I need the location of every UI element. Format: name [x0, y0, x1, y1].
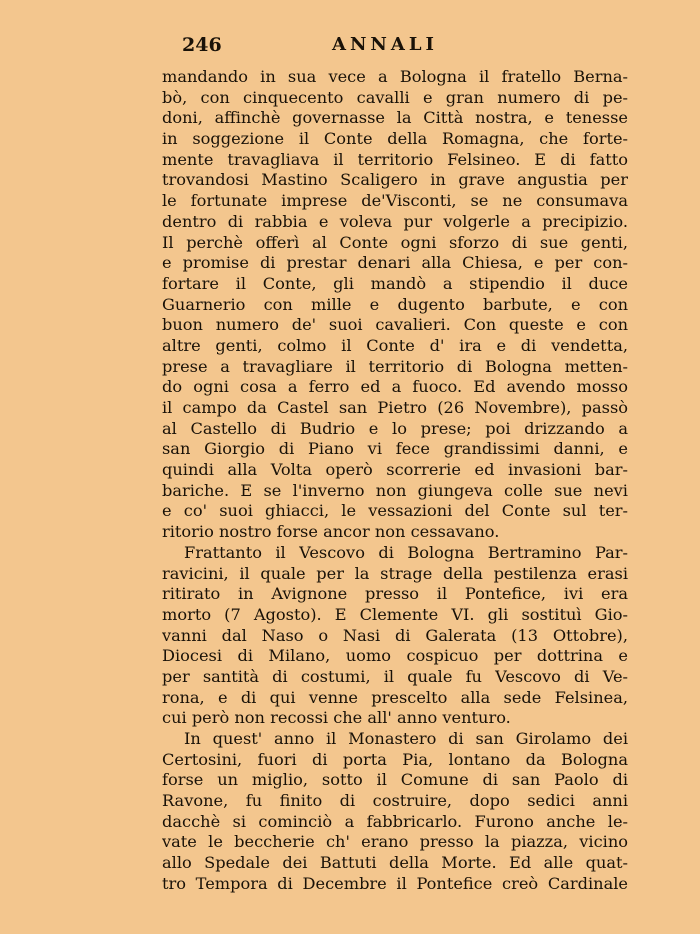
text-line: ritirato in Avignone presso il Pontefice, ivi era: [162, 584, 628, 604]
text-line: san Giorgio di Piano vi fece grandissimi danni, e: [162, 439, 628, 459]
text-line: do ogni cosa a ferro ed a fuoco. Ed avendo mosso: [162, 377, 628, 397]
text-line: forse un miglio, sotto il Comune di san Paolo di: [162, 770, 628, 790]
text-line: allo Spedale dei Battuti della Morte. Ed alle quat-: [162, 853, 628, 873]
text-line: cui però non recossi che all' anno venturo.: [162, 708, 511, 728]
text-line: morto (7 Agosto). E Clemente VI. gli sostituì Gio-: [162, 604, 628, 624]
text-line: trovandosi Mastino Scaligero in grave angustia per: [162, 170, 628, 190]
text-line: in soggezione il Conte della Romagna, che forte-: [162, 129, 628, 149]
text-line: dacchè si cominciò a fabbricarlo. Furono anche le-: [162, 811, 628, 831]
text-line: fortare il Conte, gli mandò a stipendio il duce: [162, 273, 628, 293]
text-line: e promise di prestar denari alla Chiesa, e per con-: [162, 253, 628, 273]
text-line: quindi alla Volta operò scorrerie ed invasioni bar-: [162, 460, 628, 480]
text-line: vate le beccherie ch' erano presso la piazza, vicino: [162, 832, 628, 852]
text-line: Ravone, fu finito di costruire, dopo sedici anni: [162, 791, 628, 811]
text-line: dentro di rabbia e voleva pur volgerle a precipizio.: [162, 211, 628, 231]
text-line: mandando in sua vece a Bologna il fratello Berna-: [162, 67, 628, 86]
page-number: 246: [182, 34, 222, 56]
text-line: per santità di costumi, il quale fu Vescovo di Ve-: [162, 666, 628, 686]
text-line: Guarnerio con mille e dugento barbute, e con: [162, 294, 628, 314]
text-line: Diocesi di Milano, uomo cospicuo per dottrina e: [162, 646, 628, 666]
text-line: Il perchè offerì al Conte ogni sforzo di sue genti,: [162, 232, 628, 252]
text-line: bò, con cinquecento cavalli e gran numero di pe-: [162, 87, 628, 107]
text-line: vanni dal Naso o Nasi di Galerata (13 Ottobre),: [162, 625, 628, 645]
text-line: rona, e di qui venne prescelto alla sede Felsinea,: [162, 687, 628, 707]
text-line: mente travagliava il territorio Felsineo. E di fatto: [162, 149, 628, 169]
text-line: prese a travagliare il territorio di Bologna metten-: [162, 356, 628, 376]
text-line: al Castello di Budrio e lo prese; poi drizzando a: [162, 418, 628, 438]
text-line: buon numero de' suoi cavalieri. Con queste e con: [162, 315, 628, 335]
page-header: [182, 34, 630, 58]
running-head: ANNALI: [332, 34, 438, 55]
text-line: doni, affinchè governasse la Città nostra, e tenesse: [162, 108, 628, 128]
body-text: [162, 67, 628, 895]
text-line: Frattanto il Vescovo di Bologna Bertramino Par-: [184, 542, 628, 562]
text-line: tro Tempora di Decembre il Pontefice creò Cardinale: [162, 873, 628, 893]
text-line: le fortunate imprese de'Visconti, se ne consumava: [162, 191, 628, 211]
text-line: ravicini, il quale per la strage della pestilenza erasi: [162, 563, 628, 583]
text-line: il campo da Castel san Pietro (26 Novembre), passò: [162, 398, 628, 417]
text-line: altre genti, colmo il Conte d' ira e di vendetta,: [162, 335, 628, 355]
text-line: ritorio nostro forse ancor non cessavano.: [162, 522, 500, 542]
text-line: bariche. E se l'inverno non giungeva colle sue nevi: [162, 480, 628, 500]
text-line: e co' suoi ghiacci, le vessazioni del Conte sul ter-: [162, 501, 628, 521]
text-line: In quest' anno il Monastero di san Girolamo dei: [184, 729, 628, 748]
text-line: Certosini, fuori di porta Pia, lontano da Bologna: [162, 749, 628, 769]
